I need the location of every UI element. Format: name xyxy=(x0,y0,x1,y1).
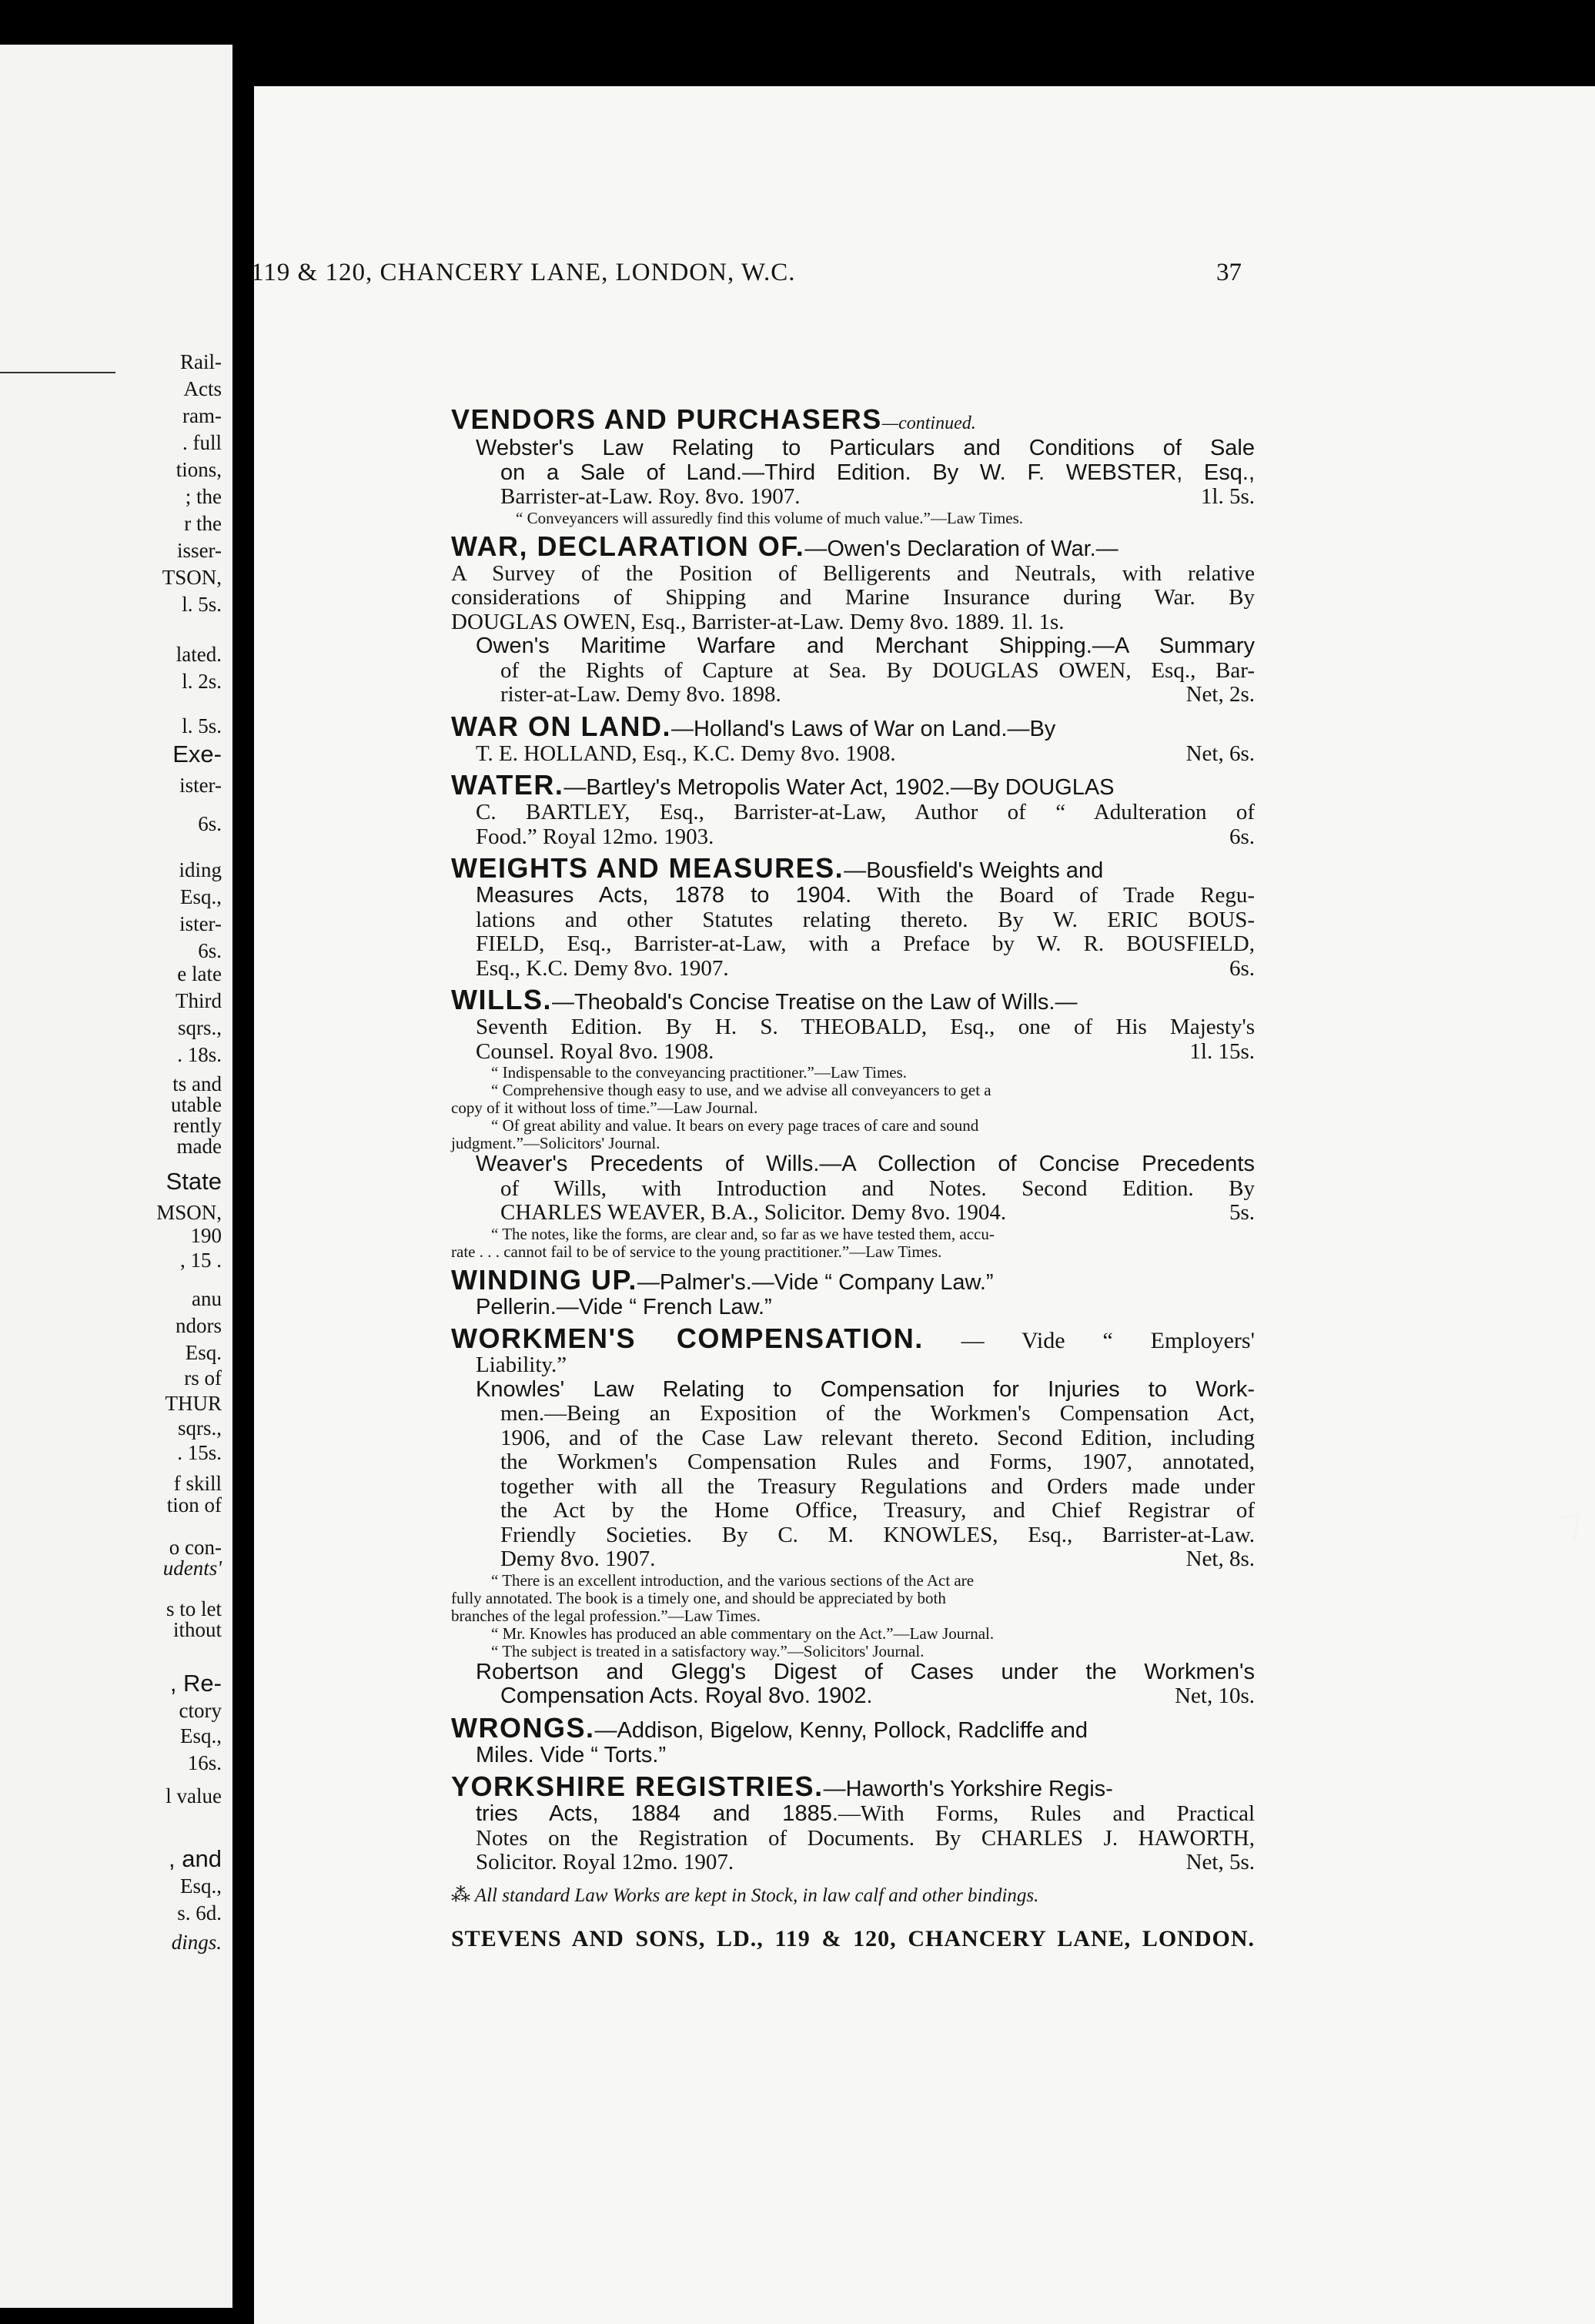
price: Net, 6s. xyxy=(1185,741,1255,766)
book-line: Counsel. Royal 8vo. 1908. 1l. 15s. xyxy=(476,1038,1255,1064)
left-page-text-fragment: 16s. xyxy=(187,1751,222,1774)
book-line: on a Sale of Land.—Third Edition. By W. F. WEBSTER, Esq., xyxy=(500,460,1255,485)
left-page-text-fragment: , and xyxy=(169,1845,222,1872)
left-page-text-fragment: Esq., xyxy=(180,1724,222,1747)
left-page-text-fragment: tions, xyxy=(176,458,222,481)
review-quote: “ Of great ability and value. It bears on every page traces of care and sound xyxy=(491,1116,979,1135)
left-page-text-fragment: l. 5s. xyxy=(182,714,222,737)
book-line: Solicitor. Royal 12mo. 1907. Net, 5s. xyxy=(476,1850,1255,1874)
entry-lead: —Addison, Bigelow, Kenny, Pollock, Radcliffe and xyxy=(594,1717,1088,1743)
book-line: 1906, and of the Case Law relevant thereto. Second Edition, including xyxy=(500,1425,1255,1450)
review-quote: “ The notes, like the forms, are clear and, so far as we have tested them, accu- xyxy=(491,1224,995,1243)
book-line: Seventh Edition. By H. S. THEOBALD, Esq., one of His Majesty's xyxy=(476,1015,1255,1039)
review-quote: fully annotated. The book is a timely one, and should be appreciated by both xyxy=(451,1588,946,1607)
book-line: Pellerin.—Vide “ French Law.” xyxy=(476,1294,772,1319)
book-line: of the Rights of Capture at Sea. By DOUGLAS OWEN, Esq., Bar- xyxy=(500,657,1255,683)
price: 1l. 15s. xyxy=(1189,1038,1255,1064)
book-line: A Survey of the Position of Belligerents and Neutrals, with relative xyxy=(451,560,1255,586)
review-quote: “ Mr. Knowles has produced an able commentary on the Act.”—Law Journal. xyxy=(491,1623,995,1643)
book-webster xyxy=(476,436,1255,527)
price: Net, 2s. xyxy=(1185,682,1255,707)
left-page-text-fragment: e late xyxy=(177,962,222,985)
book-line: Food.” Royal 12mo. 1903. 6s. xyxy=(476,824,1255,849)
entry-wrongs xyxy=(451,1711,1255,1768)
left-page-text-fragment: ts and xyxy=(172,1072,222,1095)
entry-yorkshire-registries xyxy=(451,1771,1256,1875)
book-line: C. BARTLEY, Esq., Barrister-at-Law, Author of “ Adulteration of xyxy=(476,800,1255,824)
book-line: rister-at-Law. Demy 8vo. 1898. Net, 2s. xyxy=(500,682,1255,707)
left-page-text-fragment: Third xyxy=(176,989,222,1012)
left-page-text-fragment: , Re- xyxy=(169,1670,222,1697)
book-line: considerations of Shipping and Marine Insurance during War. By xyxy=(451,585,1255,610)
price: Net, 10s. xyxy=(1175,1684,1255,1708)
book-weaver-precedents xyxy=(476,1152,1255,1226)
entry-lead: —Haworth's Yorkshire Regis- xyxy=(823,1777,1113,1801)
left-page-text-fragment: ister- xyxy=(179,912,222,935)
running-head-title: 119 & 120, CHANCERY LANE, LONDON, W.C. xyxy=(251,259,796,286)
book-title-line: Owen's Maritime Warfare and Merchant Shipping.—A Summary xyxy=(476,634,1255,658)
entry-war-declaration xyxy=(451,530,1255,707)
book-line: men.—Being an Exposition of the Workmen's Compensation Act, xyxy=(500,1401,1255,1426)
book-line: FIELD, Esq., Barrister-at-Law, with a Preface by W. R. BOUSFIELD, xyxy=(476,931,1255,956)
book-line: tries Acts, 1884 and 1885.—With Forms, Rules and Practical xyxy=(476,1801,1256,1826)
book-line: CHARLES WEAVER, B.A., Solicitor. Demy 8vo. 1904. 5s. xyxy=(500,1200,1255,1225)
left-page-text-fragment: lated. xyxy=(176,643,222,666)
left-page-text-fragment: THUR xyxy=(165,1392,222,1415)
page-number: 37 xyxy=(1216,259,1242,286)
left-page-text-fragment: utable xyxy=(171,1093,222,1116)
book-robertson-glegg xyxy=(476,1660,1255,1709)
book-line: Barrister-at-Law. Roy. 8vo. 1907. 1l. 5s. xyxy=(500,484,1255,509)
binding-clip-mark xyxy=(1559,1513,1582,1543)
continued-label: —continued. xyxy=(881,413,976,433)
left-page-text-fragment: Exe- xyxy=(172,741,222,767)
entry-heading: WRONGS. xyxy=(451,1711,595,1744)
left-page-text-fragment: Esq., xyxy=(180,1874,222,1898)
entry-lead: —Bousfield's Weights and xyxy=(844,858,1104,883)
entry-vendors xyxy=(451,403,1255,527)
book-title-line: Robertson and Glegg's Digest of Cases under the Workmen's xyxy=(476,1659,1255,1684)
left-page-text-fragment: r the xyxy=(184,512,222,535)
left-page-text-fragment: State xyxy=(166,1168,222,1195)
entry-lead: —Bartley's Metropolis Water Act, 1902.—By DOUGLAS xyxy=(563,775,1115,800)
left-page-text-fragment: Esq. xyxy=(185,1341,222,1364)
entry-wills xyxy=(451,984,1255,1261)
left-page-text-fragment: ister- xyxy=(179,774,222,797)
left-page-text-fragment: l value xyxy=(166,1784,222,1807)
review-quote: rate . . . cannot fail to be of service to the young practitioner.”—Law Times. xyxy=(451,1242,942,1261)
entry-heading: WAR ON LAND. xyxy=(451,710,671,742)
left-page-text-fragment: TSON, xyxy=(162,566,222,589)
entry-lead: —Owen's Declaration of War.— xyxy=(804,536,1119,561)
price: 1l. 5s. xyxy=(1200,484,1255,509)
entry-workmens-compensation xyxy=(451,1323,1255,1709)
book-line: T. E. HOLLAND, Esq., K.C. Demy 8vo. 1908. Net, 6s. xyxy=(476,741,1255,766)
left-page-text-fragment: Esq., xyxy=(180,885,222,908)
catalogue-content xyxy=(451,403,1256,1875)
review-quote: copy of it without loss of time.”—Law Journal. xyxy=(451,1098,758,1117)
left-page-rule xyxy=(0,372,115,373)
entry-heading: WORKMEN'S COMPENSATION. xyxy=(451,1323,924,1354)
left-page-text-fragment: s to let xyxy=(166,1597,222,1620)
left-page-text-fragment: 6s. xyxy=(198,939,222,962)
entry-lead: —Palmer's.—Vide “ Company Law.” xyxy=(637,1269,994,1295)
book-line: lations and other Statutes relating thereto. By W. ERIC BOUS- xyxy=(476,907,1255,932)
left-page-text-fragment: dings. xyxy=(171,1931,222,1954)
left-page-text-fragment: sqrs., xyxy=(177,1416,222,1440)
left-page-text-fragment: Rail- xyxy=(180,350,222,373)
book-line: Measures Acts, 1878 to 1904. With the Board of Trade Regu- xyxy=(476,883,1256,908)
entry-lead: —Theobald's Concise Treatise on the Law of Wills.— xyxy=(551,990,1078,1015)
left-page-text-fragment: ctory xyxy=(179,1699,222,1722)
review-quote: “ The subject is treated in a satisfactory way.”—Solicitors' Journal. xyxy=(491,1641,925,1660)
price: 6s. xyxy=(1229,824,1255,849)
left-page-text-fragment: , 15 . xyxy=(180,1249,222,1272)
stock-footnote: ⁂ All standard Law Works are kept in Stock, in law calf and other bindings. xyxy=(451,1885,1039,1906)
left-page-text-fragment: l. 5s. xyxy=(182,593,222,616)
left-page-text-fragment: ndors xyxy=(176,1314,222,1337)
left-page-text-fragment: made xyxy=(176,1135,222,1158)
entry-heading: WEIGHTS AND MEASURES. xyxy=(451,852,844,884)
entry-water xyxy=(451,769,1255,849)
left-page-text-fragment: 190 xyxy=(190,1224,222,1247)
left-page-text-fragment: anu xyxy=(192,1287,222,1310)
entry-winding-up xyxy=(451,1263,1255,1320)
book-title-line: Webster's Law Relating to Particulars and Conditions of Sale xyxy=(476,436,1255,460)
book-title-line: Knowles' Law Relating to Compensation for Injuries to Work- xyxy=(476,1376,1255,1402)
left-page-text-fragment: udents' xyxy=(162,1557,222,1580)
left-page-text-fragment: rs of xyxy=(184,1366,222,1389)
entry-heading: WAR, DECLARATION OF. xyxy=(451,530,805,562)
left-page-text-fragment: ithout xyxy=(172,1618,222,1641)
left-page-text-fragment: ; the xyxy=(185,485,222,508)
book-line: Notes on the Registration of Documents. By CHARLES J. HAWORTH, xyxy=(476,1825,1255,1851)
entry-lead: —Holland's Laws of War on Land.—By xyxy=(670,716,1056,741)
left-page-text-fragment: . full xyxy=(182,431,222,454)
review-quote: judgment.”—Solicitors' Journal. xyxy=(451,1134,660,1152)
price: 6s. xyxy=(1229,955,1255,981)
entry-weights-measures xyxy=(451,852,1256,981)
book-line: Compensation Acts. Royal 8vo. 1902. Net, 10s. xyxy=(500,1684,1255,1708)
left-page-text-fragment: sqrs., xyxy=(177,1016,222,1039)
price: 5s. xyxy=(1229,1200,1255,1225)
book-line: Liability.” xyxy=(476,1353,567,1377)
review-quote: “ Indispensable to the conveyancing practitioner.”—Law Times. xyxy=(491,1063,908,1082)
left-page-text-fragment: s. 6d. xyxy=(177,1901,222,1924)
price: Net, 8s. xyxy=(1185,1547,1255,1571)
left-page-text-fragment: iding xyxy=(179,858,222,881)
book-line: DOUGLAS OWEN, Esq., Barrister-at-Law. Demy 8vo. 1889. 1l. 1s. xyxy=(451,609,1065,634)
publisher-footer: STEVENS AND SONS, LD., 119 & 120, CHANCERY LANE, LONDON. xyxy=(451,1926,1255,1951)
book-line: together with all the Treasury Regulations and Orders made under xyxy=(500,1473,1255,1499)
review-quote: “ There is an excellent introduction, and the various sections of the Act are xyxy=(491,1570,975,1590)
entry-heading: YORKSHIRE REGISTRIES. xyxy=(451,1771,824,1802)
entry-war-on-land xyxy=(451,710,1255,767)
entry-heading: WATER. xyxy=(451,769,564,801)
book-knowles xyxy=(476,1378,1255,1572)
book-title-line: Weaver's Precedents of Wills.—A Collection of Concise Precedents xyxy=(476,1152,1255,1176)
left-page-text-fragment: o con- xyxy=(169,1536,222,1559)
price: Net, 5s. xyxy=(1185,1850,1255,1874)
left-page-text-fragment: tion of xyxy=(166,1493,222,1516)
left-page-text-fragment: Acts xyxy=(183,377,222,400)
left-page-text-fragment: MSON, xyxy=(156,1201,222,1224)
book-line: the Workmen's Compensation Rules and Forms, 1907, annotated, xyxy=(500,1450,1255,1474)
left-page-text-fragment: f skill xyxy=(173,1472,222,1495)
left-facing-page xyxy=(0,45,232,2308)
entry-heading: WILLS. xyxy=(451,984,552,1015)
left-page-text-fragment: . 15s. xyxy=(177,1441,222,1464)
book-line: Demy 8vo. 1907. Net, 8s. xyxy=(500,1547,1255,1571)
book-line: Miles. Vide “ Torts.” xyxy=(476,1742,667,1767)
left-page-text-fragment: isser- xyxy=(177,539,222,562)
book-line: the Act by the Home Office, Treasury, and Chief Registrar of xyxy=(500,1498,1255,1523)
review-quote: branches of the legal profession.”—Law Times. xyxy=(451,1606,761,1625)
book-line: Friendly Societies. By C. M. KNOWLES, Esq., Barrister-at-Law. xyxy=(500,1522,1255,1547)
review-quote: “ Comprehensive though easy to use, and we advise all conveyancers to get a xyxy=(491,1081,991,1099)
entry-lead: — Vide “ Employers' xyxy=(923,1328,1255,1353)
book-line: of Wills, with Introduction and Notes. Second Edition. By xyxy=(500,1175,1255,1201)
left-page-text-fragment: ram- xyxy=(182,404,222,427)
left-page-text-fragment: . 18s. xyxy=(177,1043,222,1066)
review-quote: “ Conveyancers will assuredly find this volume of much value.”—Law Times. xyxy=(516,508,1024,527)
book-owen-maritime xyxy=(476,634,1255,707)
left-page-text-fragment: l. 2s. xyxy=(182,670,222,693)
left-page-text-fragment: 6s. xyxy=(198,812,222,835)
entry-heading: WINDING UP. xyxy=(451,1263,637,1296)
left-page-text-fragment: rently xyxy=(173,1114,222,1137)
book-line: Esq., K.C. Demy 8vo. 1907. 6s. xyxy=(476,955,1255,981)
entry-heading: VENDORS AND PURCHASERS xyxy=(451,403,882,435)
